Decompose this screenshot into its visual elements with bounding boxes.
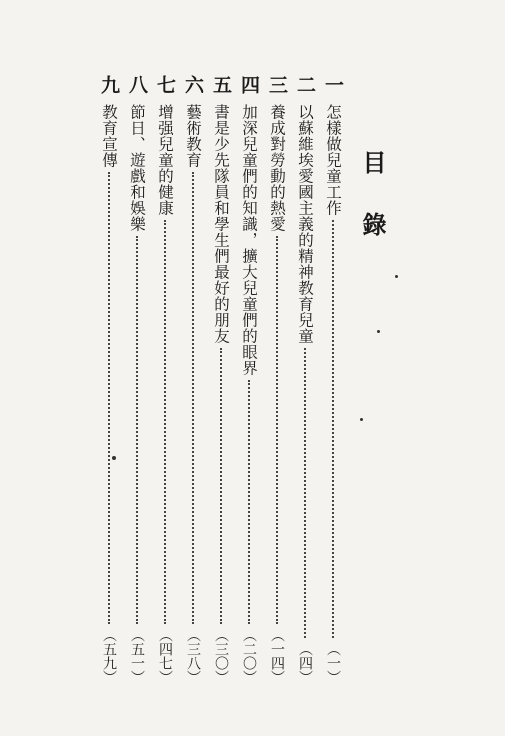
- toc-entry[interactable]: [266, 104, 288, 684]
- leader-dots: [164, 220, 166, 624]
- toc-entry-number: 一: [322, 74, 344, 94]
- toc-entry-title: 以蘇維埃愛國主義的精神教育兒童: [296, 104, 314, 344]
- toc-entry-title: 藝術教育: [184, 104, 202, 168]
- toc-entry-title: 怎樣做兒童工作: [324, 104, 342, 216]
- toc-entry-page: （四）: [297, 642, 313, 684]
- toc-entry[interactable]: [294, 104, 316, 684]
- toc-entry-number: 七: [154, 74, 176, 94]
- leader-dots: [220, 348, 222, 624]
- toc-entry-title: 加深兒童們的知識，擴大兒童們的眼界: [240, 104, 258, 376]
- scan-speck: [395, 275, 398, 278]
- toc-entry-page: （五九）: [101, 628, 117, 684]
- toc-entry-number: 六: [182, 74, 204, 94]
- toc-entry-title: 增强兒童的健康: [156, 104, 174, 216]
- leader-dots: [136, 236, 138, 624]
- toc-entry-title: 養成對勞動的熱愛: [268, 104, 286, 232]
- toc-entry[interactable]: [210, 104, 232, 684]
- toc-entry-page: （二〇）: [241, 628, 257, 684]
- leader-dots: [276, 236, 278, 624]
- toc-entry-number: 八: [126, 74, 148, 94]
- toc-entry-title: 節日、遊戲和娛樂: [128, 104, 146, 232]
- toc-entry-page: （一四）: [269, 628, 285, 684]
- toc-entry-number: 五: [210, 74, 232, 94]
- scan-speck: [377, 330, 380, 333]
- toc-entry-page: （三〇）: [213, 628, 229, 684]
- toc-entry[interactable]: [98, 104, 120, 684]
- leader-dots: [304, 348, 306, 638]
- toc-entry-number: 九: [98, 74, 120, 94]
- toc-entry[interactable]: [182, 104, 204, 684]
- scan-speck: [112, 456, 116, 460]
- leader-dots: [192, 172, 194, 624]
- toc-entry-page: （四七）: [157, 628, 173, 684]
- leader-dots: [248, 380, 250, 624]
- toc-entry-page: （三八）: [185, 628, 201, 684]
- toc-entry-title: 書是少先隊員和學生們最好的朋友: [212, 104, 230, 344]
- toc-heading: 目錄: [358, 150, 387, 274]
- toc-entry[interactable]: [126, 104, 148, 684]
- toc-entry-title: 教育宣傳: [100, 104, 118, 168]
- toc-entry[interactable]: [238, 104, 260, 684]
- toc-entry-page: （五一）: [129, 628, 145, 684]
- scan-speck: [360, 418, 363, 421]
- toc-entry[interactable]: [154, 104, 176, 684]
- toc-entry[interactable]: [322, 104, 344, 684]
- toc-entry-page: （一）: [325, 642, 341, 684]
- leader-dots: [332, 220, 334, 638]
- toc-entry-number: 四: [238, 74, 260, 94]
- leader-dots: [108, 172, 110, 624]
- toc-entry-number: 三: [266, 74, 288, 94]
- toc-entry-number: 二: [294, 74, 316, 94]
